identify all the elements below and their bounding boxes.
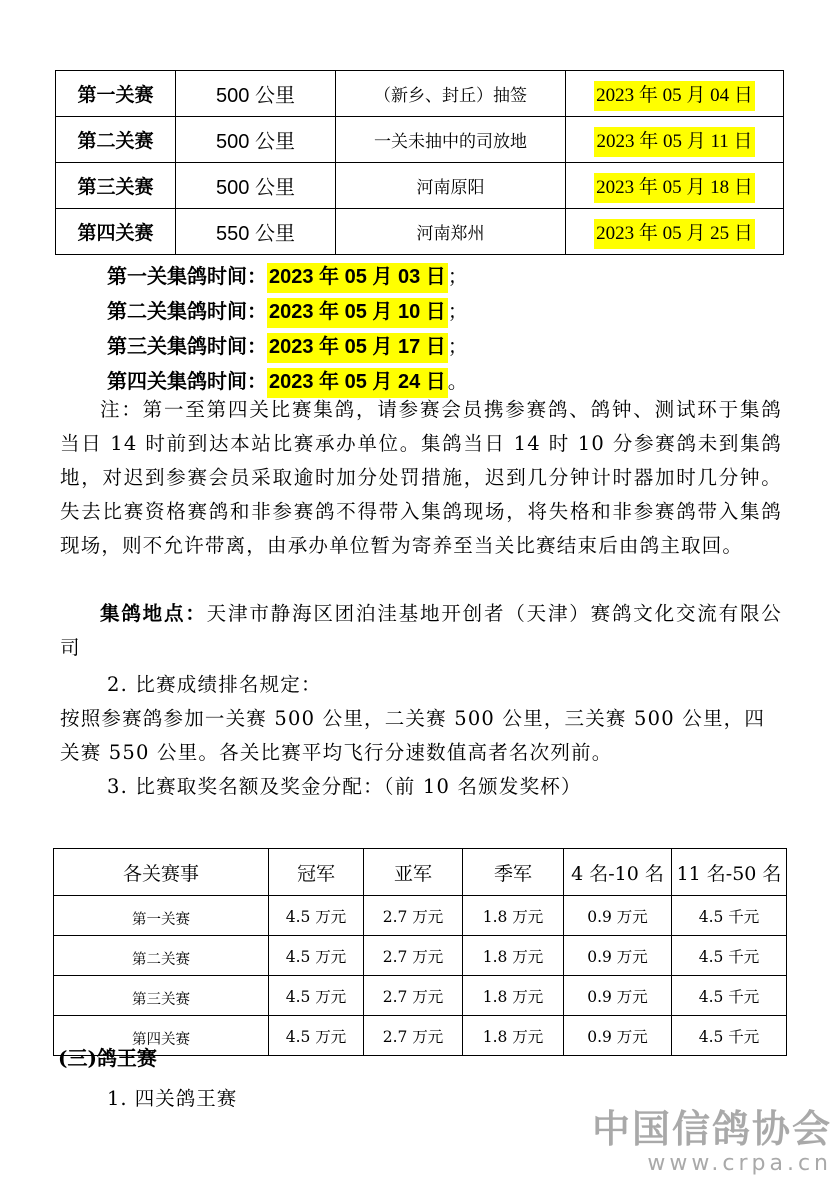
stage-name: 第二关赛	[56, 117, 176, 163]
gather-punct: ；	[447, 264, 468, 288]
prize-header-cell: 各关赛事	[54, 849, 269, 896]
note-paragraph: 注：第一至第四关比赛集鸽，请参赛会员携参赛鸽、鸽钟、测试环于集鸽当日 14 时前到达本站比赛承办单位。集鸽当日 14 时 10 分参赛鸽未到集鸽地，对迟到参赛会员采取逾时加分处罚措施，迟到几分钟计时器加时几分钟。失去比赛资格赛鸽和非参赛鸽不得带入集鸽现场，将失格和非参赛鸽带入集鸽现场，则不允许带离，由承办单位暂为寄养至当关比赛结束后由鸽主取回。	[60, 398, 782, 557]
stage-name: 第四关赛	[56, 209, 176, 255]
prize-amount: 4.5 万元	[269, 896, 364, 936]
sub-item: 1. 四关鸽王赛	[107, 1087, 238, 1110]
prize-stage-name: 第一关赛	[54, 896, 269, 936]
gather-time-line	[107, 260, 468, 289]
prize-amount: 4.5 千元	[672, 1016, 787, 1056]
gather-punct: ；	[447, 299, 468, 323]
prize-amount: 4.5 万元	[269, 936, 364, 976]
prize-amount: 0.9 万元	[564, 976, 672, 1016]
stage-place: 河南原阳	[336, 163, 566, 209]
gather-punct: ；	[447, 334, 468, 358]
gather-time-line	[107, 365, 468, 394]
stage-date: 2023 年 05 月 11 日	[594, 127, 754, 157]
gather-label: 第四关集鸽时间：	[107, 369, 267, 393]
stage-distance: 500 公里	[176, 163, 336, 209]
gather-date: 2023 年 05 月 03 日	[267, 263, 448, 293]
prize-row	[54, 976, 787, 1016]
ranking-heading: 2. 比赛成绩排名规定：	[107, 673, 322, 696]
gather-label: 第一关集鸽时间：	[107, 264, 267, 288]
schedule-row	[56, 209, 784, 255]
prize-header-cell: 季军	[463, 849, 564, 896]
prize-amount: 0.9 万元	[564, 1016, 672, 1056]
stage-name: 第三关赛	[56, 163, 176, 209]
ranking-line-1: 按照参赛鸽参加一关赛 500 公里，二关赛 500 公里，三关赛 500 公里，四	[60, 707, 766, 730]
ranking-line-2: 关赛 550 公里。各关比赛平均飞行分速数值高者名次列前。	[60, 741, 613, 764]
gather-label: 第二关集鸽时间：	[107, 299, 267, 323]
prize-amount: 4.5 千元	[672, 896, 787, 936]
watermark-line-1: 中国信鸽协会	[591, 1107, 832, 1151]
prize-row	[54, 1016, 787, 1056]
prize-amount: 4.5 千元	[672, 936, 787, 976]
stage-date: 2023 年 05 月 18 日	[594, 173, 755, 203]
location-text: 天津市静海区团泊洼基地开创者（天津）赛鸽文化交流有限公司	[60, 602, 782, 659]
stage-place: （新乡、封丘）抽签	[336, 71, 566, 117]
stage-distance: 500 公里	[176, 117, 336, 163]
gather-date: 2023 年 05 月 17 日	[267, 333, 448, 363]
prize-stage-name: 第四关赛	[54, 1016, 269, 1056]
schedule-row	[56, 117, 784, 163]
prize-header-cell: 亚军	[364, 849, 463, 896]
gather-time-line	[107, 330, 468, 359]
stage-date-cell	[566, 71, 784, 117]
prize-amount: 2.7 万元	[364, 976, 463, 1016]
prize-heading: 3. 比赛取奖名额及奖金分配：（前 10 名颁发奖杯）	[107, 775, 582, 798]
prize-amount: 0.9 万元	[564, 936, 672, 976]
prize-header-cell: 4 名-10 名	[564, 849, 672, 896]
location-label: 集鸽地点：	[100, 602, 207, 625]
stage-name: 第一关赛	[56, 71, 176, 117]
prize-stage-name: 第三关赛	[54, 976, 269, 1016]
prize-header-cell: 冠军	[269, 849, 364, 896]
prize-header-row	[54, 849, 787, 896]
prize-stage-name: 第二关赛	[54, 936, 269, 976]
prize-row	[54, 936, 787, 976]
prize-amount: 2.7 万元	[364, 896, 463, 936]
stage-date: 2023 年 05 月 25 日	[594, 219, 755, 249]
prize-amount: 0.9 万元	[564, 896, 672, 936]
watermark-line-2: www.crpa.cn	[647, 1151, 832, 1176]
stage-distance: 500 公里	[176, 71, 336, 117]
prize-row	[54, 896, 787, 936]
watermark-logo	[592, 1107, 832, 1177]
prize-amount: 4.5 万元	[269, 1016, 364, 1056]
prize-amount: 1.8 万元	[463, 896, 564, 936]
schedule-row	[56, 163, 784, 209]
location-paragraph	[60, 597, 782, 665]
gather-date: 2023 年 05 月 24 日	[267, 368, 448, 398]
prize-amount: 1.8 万元	[463, 1016, 564, 1056]
prize-amount: 1.8 万元	[463, 976, 564, 1016]
stage-date-cell	[566, 163, 784, 209]
stage-place: 一关未抽中的司放地	[336, 117, 566, 163]
prize-amount: 1.8 万元	[463, 936, 564, 976]
stage-distance: 550 公里	[176, 209, 336, 255]
gather-time-line	[107, 295, 468, 324]
gather-punct: 。	[447, 369, 468, 393]
section-title: (三)鸽王赛	[58, 1046, 157, 1070]
stage-date: 2023 年 05 月 04 日	[594, 81, 755, 111]
gather-label: 第三关集鸽时间：	[107, 334, 267, 358]
prize-amount: 2.7 万元	[364, 1016, 463, 1056]
prize-amount: 4.5 万元	[269, 976, 364, 1016]
stage-place: 河南郑州	[336, 209, 566, 255]
stage-date-cell	[566, 209, 784, 255]
schedule-table	[55, 70, 784, 255]
prize-header-cell: 11 名-50 名	[672, 849, 787, 896]
stage-date-cell	[566, 117, 784, 163]
schedule-row	[56, 71, 784, 117]
prize-table	[53, 848, 787, 1056]
gather-date: 2023 年 05 月 10 日	[267, 298, 448, 328]
prize-amount: 4.5 千元	[672, 976, 787, 1016]
prize-amount: 2.7 万元	[364, 936, 463, 976]
